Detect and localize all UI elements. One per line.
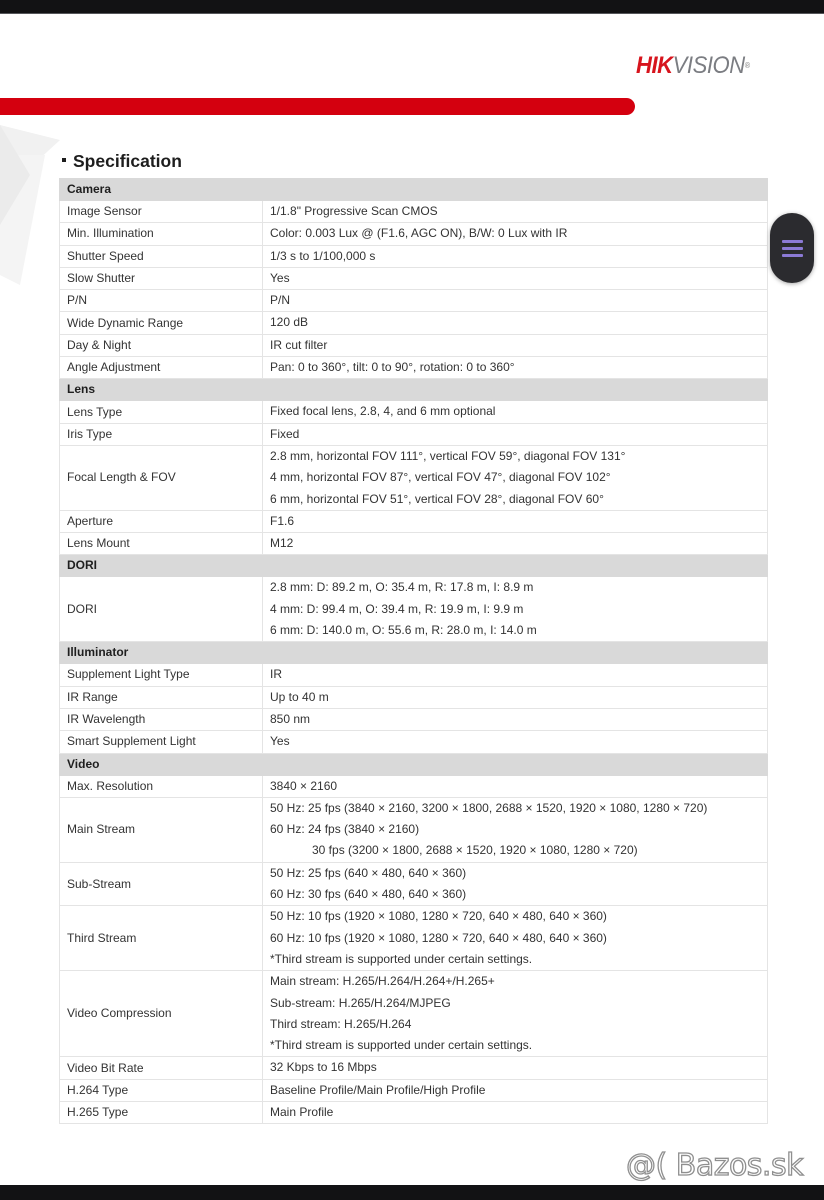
spec-value xyxy=(263,445,768,510)
spec-value-line: Main Profile xyxy=(270,1104,334,1119)
spec-value xyxy=(263,797,768,862)
spec-value-line: P/N xyxy=(270,293,291,308)
spec-label: IR Range xyxy=(60,686,263,708)
spec-value-line: 120 dB xyxy=(270,315,309,330)
spec-value-line: 4 mm, horizontal FOV 87°, vertical FOV 47°, diagonal FOV 102° xyxy=(270,470,611,485)
table-row xyxy=(60,686,768,708)
spec-label: Sub-Stream xyxy=(60,862,263,906)
spec-value xyxy=(263,686,768,708)
spec-value-line: IR xyxy=(270,667,282,682)
table-row xyxy=(60,731,768,753)
spec-value-line: 30 fps (3200 × 1800, 2688 × 1520, 1920 × 1080, 1280 × 720) xyxy=(312,843,638,858)
spec-value-line: 6 mm: D: 140.0 m, O: 55.6 m, R: 28.0 m, I: 14.0 m xyxy=(270,623,537,638)
spec-label: Focal Length & FOV xyxy=(60,445,263,510)
table-row xyxy=(60,267,768,289)
spec-value-line: 4 mm: D: 99.4 m, O: 39.4 m, R: 19.9 m, I: 9.9 m xyxy=(270,601,524,616)
table-row xyxy=(60,797,768,862)
spec-value xyxy=(263,357,768,379)
spec-label: Slow Shutter xyxy=(60,267,263,289)
table-row xyxy=(60,290,768,312)
spec-value xyxy=(263,533,768,555)
spec-label: Video Bit Rate xyxy=(60,1057,263,1079)
spec-label: IR Wavelength xyxy=(60,708,263,730)
spec-label: Supplement Light Type xyxy=(60,664,263,686)
spec-value-line: Fixed focal lens, 2.8, 4, and 6 mm optional xyxy=(270,404,496,419)
logo-vision: VISION xyxy=(672,52,745,79)
table-row xyxy=(60,312,768,334)
spec-value-line: Baseline Profile/Main Profile/High Profile xyxy=(270,1082,486,1097)
spec-value xyxy=(263,862,768,906)
spec-label: P/N xyxy=(60,290,263,312)
section-title-text: Specification xyxy=(73,151,182,171)
red-accent-bar xyxy=(0,98,635,115)
bullet-icon xyxy=(62,158,66,162)
table-row xyxy=(60,708,768,730)
spec-value xyxy=(263,664,768,686)
spec-value-line: Pan: 0 to 360°, tilt: 0 to 90°, rotation: 0 to 360° xyxy=(270,360,515,375)
table-row xyxy=(60,1057,768,1079)
spec-value xyxy=(263,1079,768,1101)
table-row xyxy=(60,445,768,510)
spec-value-line: IR cut filter xyxy=(270,337,328,352)
group-title: Lens xyxy=(60,379,768,401)
spec-value-line: 32 Kbps to 16 Mbps xyxy=(270,1060,377,1075)
watermark: @( Bazos.sk xyxy=(626,1148,803,1183)
spec-value-line: Up to 40 m xyxy=(270,689,329,704)
table-row xyxy=(60,906,768,971)
spec-value-line: M12 xyxy=(270,536,294,551)
spec-value-line: 50 Hz: 25 fps (640 × 480, 640 × 360) xyxy=(270,865,467,880)
table-row xyxy=(60,1101,768,1123)
spec-value xyxy=(263,775,768,797)
group-header-lens xyxy=(60,379,768,401)
spec-value xyxy=(263,223,768,245)
spec-value xyxy=(263,245,768,267)
spec-value-line: 2.8 mm: D: 89.2 m, O: 35.4 m, R: 17.8 m, I: 8.9 m xyxy=(270,580,534,595)
table-row xyxy=(60,775,768,797)
table-row xyxy=(60,223,768,245)
table-row xyxy=(60,862,768,906)
spec-value xyxy=(263,1101,768,1123)
top-status-bar xyxy=(0,0,824,14)
bottom-nav-bar xyxy=(0,1185,824,1200)
table-row xyxy=(60,334,768,356)
hamburger-menu-icon-bar xyxy=(782,254,803,257)
spec-label: Video Compression xyxy=(60,971,263,1057)
group-header-camera xyxy=(60,179,768,201)
logo-registered-mark: ® xyxy=(744,61,750,70)
page-title xyxy=(62,150,182,172)
table-row xyxy=(60,510,768,532)
spec-value-line: 1/3 s to 1/100,000 s xyxy=(270,248,376,263)
spec-value-line: 60 Hz: 30 fps (640 × 480, 640 × 360) xyxy=(270,887,467,902)
spec-label: Min. Illumination xyxy=(60,223,263,245)
spec-label: H.264 Type xyxy=(60,1079,263,1101)
spec-label: Third Stream xyxy=(60,906,263,971)
table-row xyxy=(60,201,768,223)
table-row xyxy=(60,577,768,642)
spec-value xyxy=(263,312,768,334)
spec-value xyxy=(263,290,768,312)
spec-value xyxy=(263,510,768,532)
spec-label: Main Stream xyxy=(60,797,263,862)
spec-value-line: 50 Hz: 10 fps (1920 × 1080, 1280 × 720, 640 × 480, 640 × 360) xyxy=(270,909,607,924)
spec-label: Image Sensor xyxy=(60,201,263,223)
spec-value-line: Color: 0.003 Lux @ (F1.6, AGC ON), B/W: 0 Lux with IR xyxy=(270,226,568,241)
spec-value-line: Yes xyxy=(270,270,290,285)
group-title: Video xyxy=(60,753,768,775)
table-row xyxy=(60,971,768,1057)
spec-value xyxy=(263,971,768,1057)
spec-value xyxy=(263,1057,768,1079)
spec-value xyxy=(263,423,768,445)
group-title: Camera xyxy=(60,179,768,201)
spec-value-line: F1.6 xyxy=(270,513,295,528)
group-header-illuminator xyxy=(60,642,768,664)
spec-label: Wide Dynamic Range xyxy=(60,312,263,334)
spec-value xyxy=(263,731,768,753)
menu-button[interactable] xyxy=(770,213,814,283)
table-row xyxy=(60,664,768,686)
spec-value-line: *Third stream is supported under certain settings. xyxy=(270,951,533,966)
spec-value xyxy=(263,401,768,423)
spec-label: Smart Supplement Light xyxy=(60,731,263,753)
spec-value xyxy=(263,708,768,730)
spec-value xyxy=(263,267,768,289)
group-title: DORI xyxy=(60,555,768,577)
spec-value-line: Fixed xyxy=(270,426,300,441)
hikvision-logo xyxy=(636,52,750,80)
spec-value xyxy=(263,906,768,971)
spec-label: Iris Type xyxy=(60,423,263,445)
spec-value-line: 1/1.8" Progressive Scan CMOS xyxy=(270,204,438,218)
spec-label: Aperture xyxy=(60,510,263,532)
spec-value xyxy=(263,334,768,356)
spec-value-line: 50 Hz: 25 fps (3840 × 2160, 3200 × 1800, 2688 × 1520, 1920 × 1080, 1280 × 720) xyxy=(270,800,708,815)
specification-table xyxy=(59,178,768,1124)
spec-label: Angle Adjustment xyxy=(60,357,263,379)
group-header-video xyxy=(60,753,768,775)
spec-label: Shutter Speed xyxy=(60,245,263,267)
spec-value-line: Main stream: H.265/H.264/H.264+/H.265+ xyxy=(270,974,495,989)
spec-label: Lens Mount xyxy=(60,533,263,555)
hamburger-menu-icon xyxy=(782,240,803,243)
table-row xyxy=(60,423,768,445)
spec-value-line: 2.8 mm, horizontal FOV 111°, vertical FOV 59°, diagonal FOV 131° xyxy=(270,448,626,463)
spec-value-line: 850 nm xyxy=(270,711,311,726)
spec-value-line: 60 Hz: 10 fps (1920 × 1080, 1280 × 720, 640 × 480, 640 × 360) xyxy=(270,930,607,945)
group-title: Illuminator xyxy=(60,642,768,664)
spec-value-line: Third stream: H.265/H.264 xyxy=(270,1016,412,1031)
spec-value xyxy=(263,577,768,642)
spec-label: Max. Resolution xyxy=(60,775,263,797)
logo-hik: HIK xyxy=(636,52,673,79)
spec-value-line: Sub-stream: H.265/H.264/MJPEG xyxy=(270,995,451,1010)
group-header-dori xyxy=(60,555,768,577)
table-row xyxy=(60,401,768,423)
spec-label: Lens Type xyxy=(60,401,263,423)
table-row xyxy=(60,245,768,267)
spec-value-line: Yes xyxy=(270,734,290,749)
spec-value-line: *Third stream is supported under certain settings. xyxy=(270,1038,533,1053)
spec-label: DORI xyxy=(60,577,263,642)
hamburger-menu-icon-bar xyxy=(782,247,803,250)
spec-value xyxy=(263,201,768,223)
table-row xyxy=(60,357,768,379)
spec-label: Day & Night xyxy=(60,334,263,356)
table-row xyxy=(60,533,768,555)
spec-value-line: 60 Hz: 24 fps (3840 × 2160) xyxy=(270,822,420,837)
spec-value-line: 3840 × 2160 xyxy=(270,778,338,793)
spec-value-line: 6 mm, horizontal FOV 51°, vertical FOV 28°, diagonal FOV 60° xyxy=(270,491,604,506)
table-row xyxy=(60,1079,768,1101)
spec-label: H.265 Type xyxy=(60,1101,263,1123)
